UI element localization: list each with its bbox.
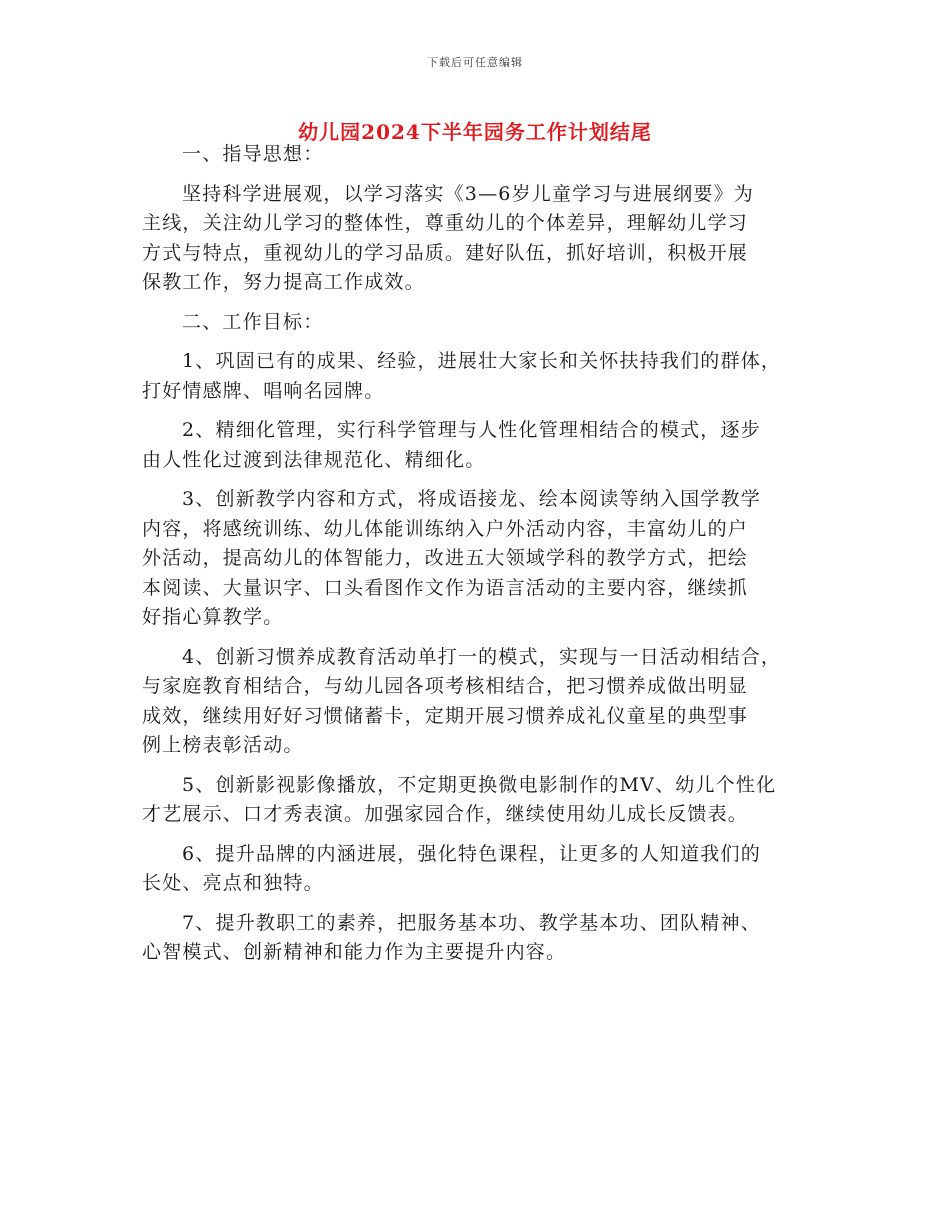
paragraph-line: 坚持科学进展观，以学习落实《3—6岁儿童学习与进展纲要》为 xyxy=(182,182,754,205)
paragraph-line: 方式与特点，重视幼儿的学习品质。建好队伍，抓好培训，积极开展 xyxy=(142,241,749,264)
paragraph xyxy=(142,909,818,968)
paragraph xyxy=(142,643,818,761)
paragraph xyxy=(142,840,818,899)
paragraph-line: 二、工作目标： xyxy=(182,310,324,333)
paragraph xyxy=(142,416,818,475)
paragraph-line: 打好情感牌、唱响名园牌。 xyxy=(142,379,385,402)
paragraph-line: 成效，继续用好好习惯储蓄卡，定期开展习惯养成礼仪童星的典型事 xyxy=(142,704,749,727)
paragraph-line: 本阅读、大量识字、口头看图作文作为语言活动的主要内容，继续抓 xyxy=(142,576,749,599)
header-note: 下载后可任意编辑 xyxy=(427,56,523,69)
paragraph-line: 4、创新习惯养成教育活动单打一的模式，实现与一日活动相结合， xyxy=(182,645,782,668)
paragraph-line: 好指心算教学。 xyxy=(142,606,284,628)
paragraph xyxy=(142,347,818,406)
paragraph-line: 心智模式、创新精神和能力作为主要提升内容。 xyxy=(142,941,567,963)
paragraph-line: 3、创新教学内容和方式，将成语接龙、绘本阅读等纳入国学教学 xyxy=(182,488,761,510)
paragraph-line: 1、巩固已有的成果、经验，进展壮大家长和关怀扶持我们的群体， xyxy=(182,350,782,372)
paragraph-line: 一、指导思想： xyxy=(182,143,324,165)
document-title: 幼儿园2024下半年园务工作计划结尾 xyxy=(298,120,652,144)
paragraph-line: 6、提升品牌的内涵进展，强化特色课程，让更多的人知道我们的 xyxy=(182,842,761,865)
paragraph xyxy=(142,180,818,298)
paragraph-line: 5、创新影视影像播放，不定期更换微电影制作的MV、幼儿个性化 xyxy=(182,773,777,796)
paragraph-line: 由人性化过渡到法律规范化、精细化。 xyxy=(142,448,486,471)
paragraph-line: 例上榜表彰活动。 xyxy=(142,734,304,756)
paragraph-line: 7、提升教职工的素养，把服务基本功、教学基本功、团队精神、 xyxy=(182,911,761,934)
paragraph-line: 2、精细化管理，实行科学管理与人性化管理相结合的模式，逐步 xyxy=(182,419,761,441)
paragraph-line: 保教工作，努力提高工作成效。 xyxy=(142,271,425,293)
paragraph-line: 主线，关注幼儿学习的整体性，尊重幼儿的个体差异，理解幼儿学习 xyxy=(142,212,749,234)
paragraph-line: 长处、亮点和独特。 xyxy=(142,872,324,894)
paragraph-line: 与家庭教育相结合，与幼儿园各项考核相结合，把习惯养成做出明显 xyxy=(142,675,749,697)
document-body xyxy=(142,140,818,968)
paragraph-line: 外活动，提高幼儿的体智能力，改进五大领域学科的教学方式，把绘 xyxy=(142,547,749,569)
paragraph-line: 才艺展示、口才秀表演。加强家园合作，继续使用幼儿成长反馈表。 xyxy=(142,803,749,825)
paragraph xyxy=(142,140,818,170)
paragraph-line: 内容，将感统训练、幼儿体能训练纳入户外活动内容，丰富幼儿的户 xyxy=(142,517,749,540)
paragraph xyxy=(142,485,818,633)
paragraph xyxy=(142,771,818,830)
paragraph xyxy=(142,308,818,338)
